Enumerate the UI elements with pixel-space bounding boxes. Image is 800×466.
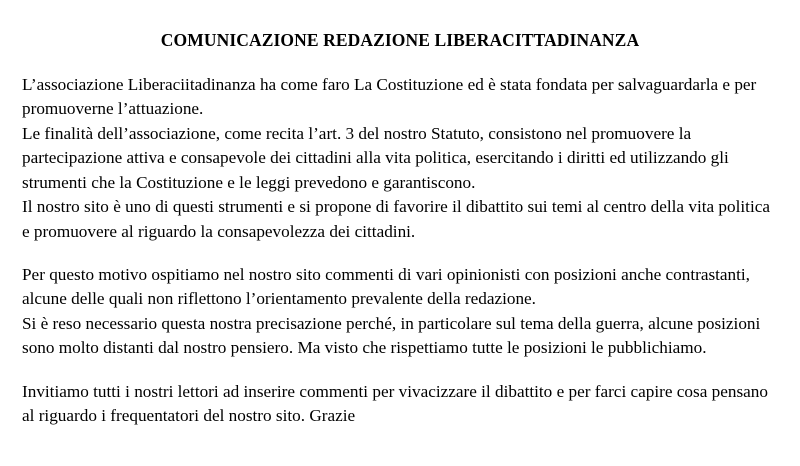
paragraph-group-1 xyxy=(22,73,778,244)
paragraph-spacer xyxy=(22,361,778,380)
paragraph: Invitiamo tutti i nostri lettori ad inserire commenti per vivacizzare il dibattito e per farci capire cosa pensano al riguardo i frequentatori del nostro sito. Grazie xyxy=(22,381,768,426)
paragraph: Le finalità dell’associazione, come recita l’art. 3 del nostro Statuto, consistono nel promuovere la partecipazione attiva e consapevole dei cittadini alla vita politica, esercitando i diritti ed utilizzando gli strumenti che la Costituzione e le leggi prevedono e garantiscono. xyxy=(22,123,729,192)
paragraph-group-2 xyxy=(22,263,778,361)
document-body xyxy=(22,73,778,428)
paragraph: Per questo motivo ospitiamo nel nostro sito commenti di vari opinionisti con posizioni anche contrastanti, alcune delle quali non riflettono l’orientamento prevalente della redazione. xyxy=(22,264,750,309)
paragraph-group-3 xyxy=(22,380,778,429)
paragraph: L’associazione Liberaciitadinanza ha come faro La Costituzione ed è stata fondata per salvaguardarla e per promuoverne l’attuazione. xyxy=(22,75,757,119)
paragraph-spacer xyxy=(22,244,778,263)
page-title: COMUNICAZIONE REDAZIONE LIBERACITTADINANZA xyxy=(160,30,640,50)
paragraph: Si è reso necessario questa nostra precisazione perché, in particolare sul tema della guerra, alcune posizioni sono molto distanti dal nostro pensiero. Ma visto che rispettiamo tutte le posizioni le pubblichiamo. xyxy=(22,313,761,358)
paragraph: Il nostro sito è uno di questi strumenti e si propone di favorire il dibattito sui temi al centro della vita politica e promuovere al riguardo la consapevolezza dei cittadini. xyxy=(22,197,770,241)
